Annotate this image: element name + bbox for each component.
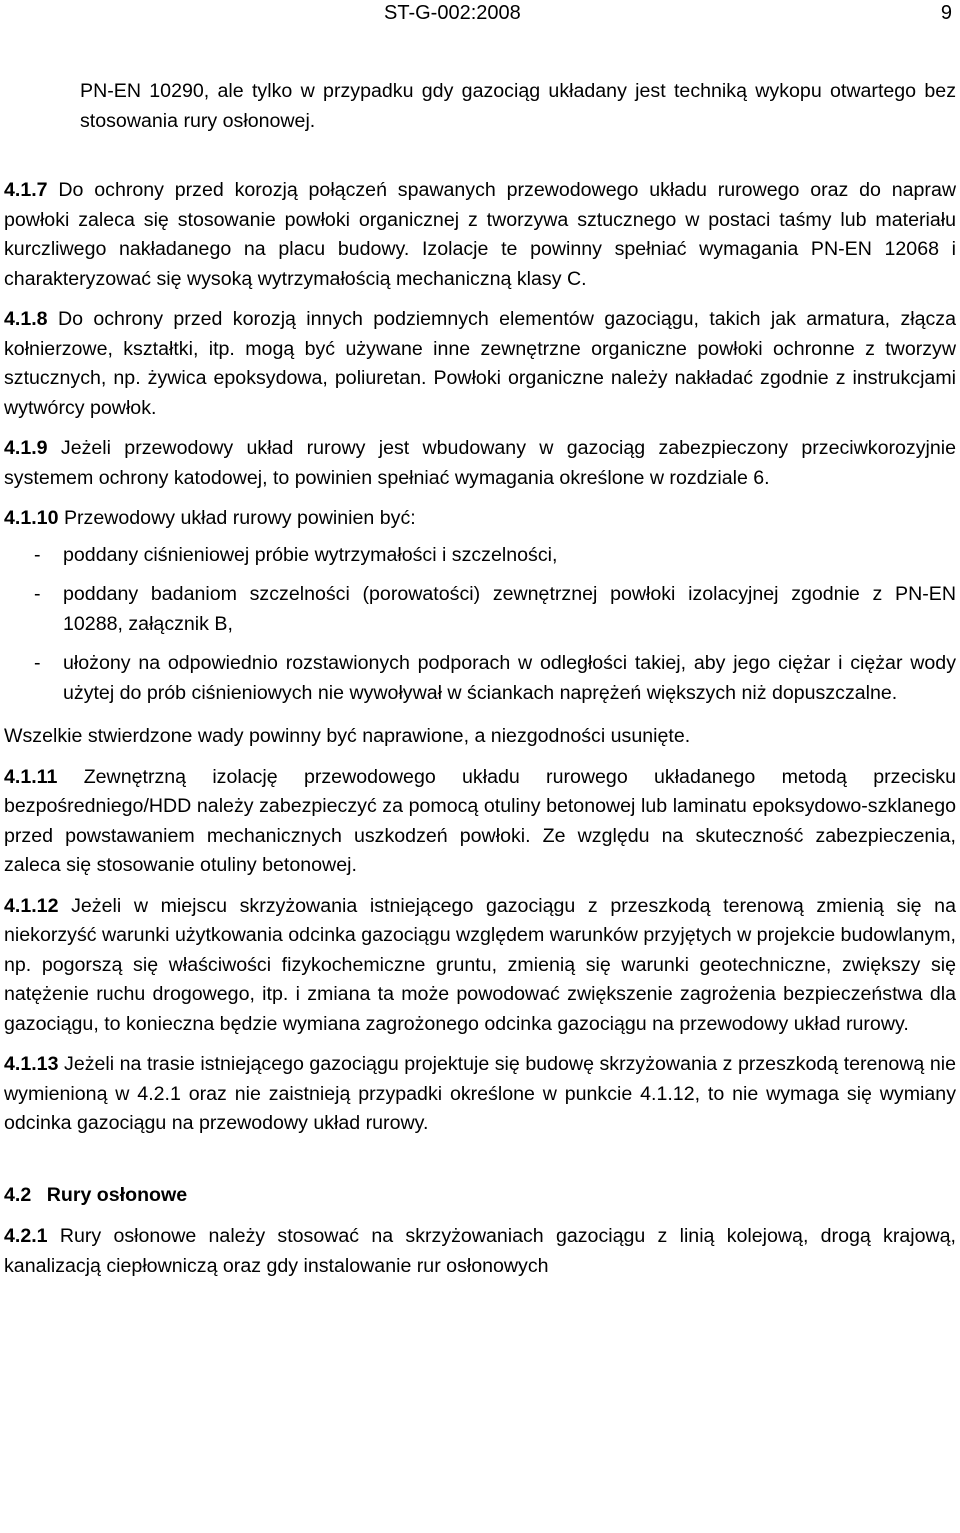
section-title: Rury osłonowe xyxy=(46,1183,188,1206)
requirements-list xyxy=(4,541,956,709)
paragraph-4-1-7 xyxy=(4,176,956,294)
paragraph-text: Przewodowy układ rurowy powinien być: xyxy=(63,507,416,529)
paragraph-text: Do ochrony przed korozją innych podziemnych elementów gazociągu, takich jak armatura, złącza kołnierzowe, kształtki, itp. mogą być używane inne zewnętrzne organiczne powłoki ochronne z tworzyw sztucznych, np. żywica epoksydowa, poliuretan. Powłoki organiczne należy nakładać zgodnie z instrukcjami wytwórcy powłok. xyxy=(4,308,956,419)
paragraph-text: Rury osłonowe należy stosować na skrzyżowaniach gazociągu z linią kolejową, drogą krajową, kanalizacją ciepłowniczą oraz gdy instalowanie rur osłonowych xyxy=(4,1225,956,1277)
paragraph-text: Zewnętrzną izolację przewodowego układu rurowego układanego metodą przecisku bezpośredniego/HDD należy zabezpieczyć za pomocą otuliny betonowej lub laminatu epoksydowo-szklanego przed powstawaniem mechanicznych uszkodzeń powłoki. Ze względu na skuteczność zabezpieczenia, zaleca się stosowanie otuliny betonowej. xyxy=(4,765,956,876)
paragraph-text: Jeżeli w miejscu skrzyżowania istniejącego gazociągu z przeszkodą terenową zmienią się na niekorzyść warunki użytkowania odcinka gazociągu względem warunków przyjętych w projekcie budowlanym, np. pogorszą się właściwości fizykochemiczne gruntu, zmienią się warunki geotechniczne, zwiększy się natężenie ruchu drogowego, itp. i zmiana ta może powodować zwiększenie zagrożenia bezpieczeństwa dla gazociągu, to konieczna będzie wymiana zagrożonego odcinka gazociągu na przewodowy układ rurowy. xyxy=(4,894,956,1035)
paragraph-4-1-12 xyxy=(4,892,956,1040)
defects-note: Wszelkie stwierdzone wady powinny być naprawione, a niezgodności usunięte. xyxy=(4,725,691,747)
page-number: 9 xyxy=(940,2,952,24)
paragraph-number: 4.1.9 xyxy=(4,437,48,459)
section-number: 4.2 xyxy=(4,1183,32,1206)
list-item-text: ułożony na odpowiednio rozstawionych podporach w odległości takiej, aby jego ciężar i ciężar wody użytej do prób ciśnieniowych nie wywoływał w ściankach naprężeń większych niż dopuszczalne. xyxy=(63,652,956,704)
paragraph-text: Jeżeli przewodowy układ rurowy jest wbudowany w gazociąg zabezpieczony przeciwkorozyjnie systemem ochrony katodowej, to powinien spełniać wymagania określone w rozdziale 6. xyxy=(4,437,957,489)
paragraph-4-1-11 xyxy=(4,763,956,881)
dash-bullet: - xyxy=(34,652,41,674)
paragraph-4-1-8 xyxy=(4,305,956,423)
list-item xyxy=(4,541,956,571)
list-item xyxy=(4,649,956,708)
paragraph-4-1-9 xyxy=(4,434,956,493)
paragraph-text: Do ochrony przed korozją połączeń spawanych przewodowego układu rurowego oraz do napraw powłoki zaleca się stosowanie powłoki organicznej z tworzywa sztucznego w postaci taśmy lub materiału kurczliwego nakładanego na placu budowy. Izolacje te powinny spełniać wymagania PN-EN 12068 i charakteryzować się wysoką wytrzymałością mechaniczną klasy C. xyxy=(4,179,956,290)
document-body xyxy=(4,77,956,1281)
paragraph-number: 4.1.13 xyxy=(4,1053,59,1075)
paragraph-4-2-1 xyxy=(4,1222,956,1281)
dash-bullet: - xyxy=(34,583,41,605)
paragraph-4-1-13 xyxy=(4,1050,956,1139)
intro-paragraph: PN-EN 10290, ale tylko w przypadku gdy gazociąg układany jest techniką wykopu otwartego bez stosowania rury osłonowej. xyxy=(80,80,956,132)
page-header xyxy=(0,0,960,30)
list-item-text: poddany ciśnieniowej próbie wytrzymałości i szczelności, xyxy=(63,543,558,566)
paragraph-number: 4.1.10 xyxy=(4,507,59,529)
paragraph-number: 4.2.1 xyxy=(4,1225,48,1247)
list-item xyxy=(4,580,956,639)
dash-bullet: - xyxy=(34,543,41,566)
list-item-text: poddany badaniom szczelności (porowatości) zewnętrznej powłoki izolacyjnej zgodnie z PN-EN 10288, załącznik B, xyxy=(63,583,956,635)
paragraph-number: 4.1.7 xyxy=(4,179,48,201)
paragraph-number: 4.1.12 xyxy=(4,894,59,917)
paragraph-number: 4.1.11 xyxy=(4,765,58,788)
section-heading xyxy=(4,1181,956,1211)
paragraph-text: Jeżeli na trasie istniejącego gazociągu projektuje się budowę skrzyżowania z przeszkodą terenową nie wymienioną w 4.2.1 oraz nie zaistnieją przypadki określone w punkcie 4.1.12, to nie wymaga się wymiany odcinka gazociągu na przewodowy układ rurowy. xyxy=(4,1053,956,1134)
paragraph-4-1-10 xyxy=(4,504,956,534)
document-id: ST-G-002:2008 xyxy=(384,2,521,24)
paragraph-number: 4.1.8 xyxy=(4,308,48,330)
